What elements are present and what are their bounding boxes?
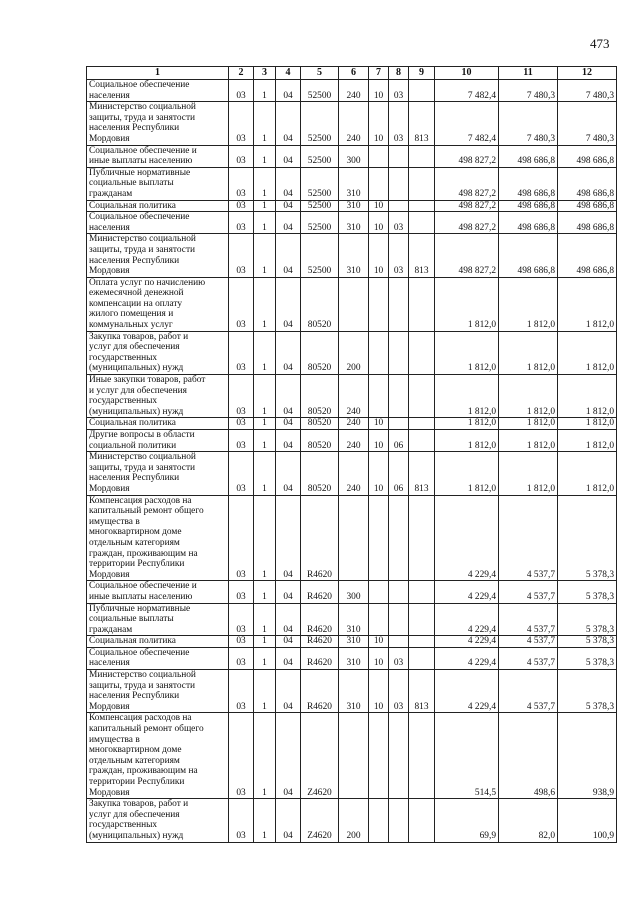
chapter-code: 10 <box>369 430 389 452</box>
section-code: 03 <box>229 713 254 799</box>
amount-year-2: 498 686,8 <box>499 167 558 200</box>
subsection-code <box>389 603 409 636</box>
column-header-6: 6 <box>339 67 369 80</box>
column-header-10: 10 <box>435 67 499 80</box>
amount-year-2: 1 812,0 <box>499 277 558 331</box>
amount-year-1: 498 827,2 <box>435 167 499 200</box>
row-title: Закупка товаров, работ и услуг для обеспечения государственных (муниципальных) нужд <box>87 331 229 374</box>
subprogram-code: 04 <box>276 713 301 799</box>
expense-type-code: 310 <box>339 636 369 648</box>
program-code: 1 <box>254 80 276 102</box>
amount-year-3: 498 686,8 <box>558 212 617 234</box>
subprogram-code: 04 <box>276 167 301 200</box>
row-title: Министерство социальной защиты, труда и занятости населения Республики Мордовия <box>87 102 229 145</box>
subprogram-code: 04 <box>276 212 301 234</box>
program-code: 1 <box>254 200 276 212</box>
row-title: Другие вопросы в области социальной политики <box>87 430 229 452</box>
chapter-code: 10 <box>369 234 389 277</box>
expense-type-code: 240 <box>339 430 369 452</box>
row-title: Социальное обеспечение и иные выплаты населению <box>87 581 229 603</box>
item-code: 52500 <box>301 234 339 277</box>
item-code: 80520 <box>301 277 339 331</box>
table-row <box>87 145 617 167</box>
amount-year-1: 1 812,0 <box>435 331 499 374</box>
table-row <box>87 430 617 452</box>
amount-year-1: 4 229,4 <box>435 603 499 636</box>
subprogram-code: 04 <box>276 375 301 418</box>
row-title: Министерство социальной защиты, труда и занятости населения Республики Мордовия <box>87 670 229 713</box>
item-code: 52500 <box>301 145 339 167</box>
item-code: Z4620 <box>301 799 339 842</box>
section-code: 03 <box>229 581 254 603</box>
subprogram-code: 04 <box>276 603 301 636</box>
row-title: Министерство социальной защиты, труда и занятости населения Республики Мордовия <box>87 234 229 277</box>
column-header-5: 5 <box>301 67 339 80</box>
row-title: Социальное обеспечение населения <box>87 212 229 234</box>
chapter-code <box>369 331 389 374</box>
section-code: 03 <box>229 234 254 277</box>
expense-type-code <box>339 713 369 799</box>
amount-year-3: 5 378,3 <box>558 636 617 648</box>
amount-year-1: 1 812,0 <box>435 277 499 331</box>
subprogram-code: 04 <box>276 636 301 648</box>
amount-year-1: 1 812,0 <box>435 452 499 495</box>
row-title: Социальная политика <box>87 636 229 648</box>
program-code: 1 <box>254 277 276 331</box>
program-code: 1 <box>254 581 276 603</box>
item-code: 52500 <box>301 80 339 102</box>
column-header-4: 4 <box>276 67 301 80</box>
expense-type-code: 310 <box>339 603 369 636</box>
section-code: 03 <box>229 200 254 212</box>
subsection-code <box>389 200 409 212</box>
table-body <box>87 80 617 843</box>
table-row <box>87 418 617 430</box>
section-code: 03 <box>229 331 254 374</box>
ministry-code: 813 <box>409 234 435 277</box>
program-code: 1 <box>254 102 276 145</box>
subprogram-code: 04 <box>276 145 301 167</box>
expense-type-code: 300 <box>339 581 369 603</box>
amount-year-1: 4 229,4 <box>435 495 499 581</box>
item-code: 80520 <box>301 331 339 374</box>
subsection-code: 03 <box>389 647 409 669</box>
amount-year-2: 4 537,7 <box>499 495 558 581</box>
header-row <box>87 67 617 80</box>
table-row <box>87 670 617 713</box>
program-code: 1 <box>254 234 276 277</box>
program-code: 1 <box>254 212 276 234</box>
amount-year-1: 69,9 <box>435 799 499 842</box>
item-code: R4620 <box>301 670 339 713</box>
amount-year-1: 7 482,4 <box>435 102 499 145</box>
chapter-code <box>369 713 389 799</box>
item-code: Z4620 <box>301 713 339 799</box>
row-title: Социальная политика <box>87 418 229 430</box>
item-code: R4620 <box>301 647 339 669</box>
section-code: 03 <box>229 452 254 495</box>
column-header-3: 3 <box>254 67 276 80</box>
subprogram-code: 04 <box>276 102 301 145</box>
item-code: R4620 <box>301 636 339 648</box>
section-code: 03 <box>229 603 254 636</box>
subsection-code <box>389 636 409 648</box>
expense-type-code: 200 <box>339 331 369 374</box>
program-code: 1 <box>254 452 276 495</box>
item-code: 80520 <box>301 430 339 452</box>
amount-year-3: 7 480,3 <box>558 102 617 145</box>
expense-type-code: 300 <box>339 145 369 167</box>
amount-year-3: 5 378,3 <box>558 581 617 603</box>
program-code: 1 <box>254 670 276 713</box>
row-title: Публичные нормативные социальные выплаты гражданам <box>87 603 229 636</box>
table-row <box>87 200 617 212</box>
section-code: 03 <box>229 430 254 452</box>
expense-type-code <box>339 277 369 331</box>
subsection-code <box>389 331 409 374</box>
row-title: Закупка товаров, работ и услуг для обеспечения государственных (муниципальных) нужд <box>87 799 229 842</box>
section-code: 03 <box>229 636 254 648</box>
amount-year-1: 1 812,0 <box>435 375 499 418</box>
item-code: 52500 <box>301 212 339 234</box>
chapter-code <box>369 145 389 167</box>
program-code: 1 <box>254 495 276 581</box>
amount-year-2: 1 812,0 <box>499 452 558 495</box>
row-title: Компенсация расходов на капитальный ремонт общего имущества в многоквартирном доме отдельным категориям граждан, проживающим на территории Республики Мордовия <box>87 713 229 799</box>
row-title: Публичные нормативные социальные выплаты гражданам <box>87 167 229 200</box>
row-title: Министерство социальной защиты, труда и занятости населения Республики Мордовия <box>87 452 229 495</box>
section-code: 03 <box>229 418 254 430</box>
chapter-code: 10 <box>369 80 389 102</box>
subsection-code <box>389 495 409 581</box>
chapter-code: 10 <box>369 418 389 430</box>
chapter-code: 10 <box>369 636 389 648</box>
subsection-code <box>389 145 409 167</box>
chapter-code: 10 <box>369 212 389 234</box>
expense-type-code: 240 <box>339 80 369 102</box>
ministry-code <box>409 200 435 212</box>
program-code: 1 <box>254 331 276 374</box>
amount-year-3: 1 812,0 <box>558 452 617 495</box>
column-header-12: 12 <box>558 67 617 80</box>
subprogram-code: 04 <box>276 200 301 212</box>
table-row <box>87 799 617 842</box>
table-row <box>87 452 617 495</box>
amount-year-2: 1 812,0 <box>499 331 558 374</box>
column-header-9: 9 <box>409 67 435 80</box>
program-code: 1 <box>254 145 276 167</box>
expense-type-code: 240 <box>339 102 369 145</box>
table-row <box>87 80 617 102</box>
amount-year-3: 498 686,8 <box>558 234 617 277</box>
expense-type-code: 240 <box>339 452 369 495</box>
section-code: 03 <box>229 145 254 167</box>
section-code: 03 <box>229 167 254 200</box>
subsection-code: 03 <box>389 212 409 234</box>
expense-type-code: 310 <box>339 167 369 200</box>
subsection-code <box>389 713 409 799</box>
column-header-11: 11 <box>499 67 558 80</box>
ministry-code <box>409 331 435 374</box>
amount-year-3: 7 480,3 <box>558 80 617 102</box>
subprogram-code: 04 <box>276 418 301 430</box>
ministry-code <box>409 647 435 669</box>
subsection-code <box>389 375 409 418</box>
amount-year-1: 498 827,2 <box>435 234 499 277</box>
item-code: R4620 <box>301 603 339 636</box>
item-code: 80520 <box>301 452 339 495</box>
program-code: 1 <box>254 430 276 452</box>
amount-year-2: 498 686,8 <box>499 234 558 277</box>
amount-year-2: 4 537,7 <box>499 603 558 636</box>
amount-year-2: 4 537,7 <box>499 670 558 713</box>
chapter-code <box>369 603 389 636</box>
item-code: 52500 <box>301 102 339 145</box>
chapter-code: 10 <box>369 670 389 713</box>
program-code: 1 <box>254 799 276 842</box>
amount-year-3: 100,9 <box>558 799 617 842</box>
amount-year-1: 7 482,4 <box>435 80 499 102</box>
chapter-code <box>369 277 389 331</box>
amount-year-2: 498,6 <box>499 713 558 799</box>
amount-year-1: 498 827,2 <box>435 145 499 167</box>
amount-year-1: 498 827,2 <box>435 212 499 234</box>
section-code: 03 <box>229 670 254 713</box>
amount-year-2: 498 686,8 <box>499 212 558 234</box>
amount-year-1: 514,5 <box>435 713 499 799</box>
ministry-code: 813 <box>409 670 435 713</box>
subprogram-code: 04 <box>276 430 301 452</box>
program-code: 1 <box>254 418 276 430</box>
ministry-code <box>409 799 435 842</box>
amount-year-2: 82,0 <box>499 799 558 842</box>
ministry-code <box>409 636 435 648</box>
ministry-code <box>409 80 435 102</box>
expense-type-code: 310 <box>339 234 369 277</box>
table-row <box>87 375 617 418</box>
section-code: 03 <box>229 647 254 669</box>
table-row <box>87 277 617 331</box>
amount-year-1: 1 812,0 <box>435 418 499 430</box>
chapter-code <box>369 167 389 200</box>
expense-type-code: 200 <box>339 799 369 842</box>
program-code: 1 <box>254 167 276 200</box>
item-code: R4620 <box>301 495 339 581</box>
ministry-code: 813 <box>409 102 435 145</box>
amount-year-2: 4 537,7 <box>499 581 558 603</box>
amount-year-2: 4 537,7 <box>499 636 558 648</box>
expense-type-code: 240 <box>339 375 369 418</box>
subprogram-code: 04 <box>276 277 301 331</box>
amount-year-2: 7 480,3 <box>499 80 558 102</box>
section-code: 03 <box>229 799 254 842</box>
chapter-code: 10 <box>369 200 389 212</box>
amount-year-3: 938,9 <box>558 713 617 799</box>
subprogram-code: 04 <box>276 799 301 842</box>
amount-year-3: 498 686,8 <box>558 167 617 200</box>
amount-year-1: 4 229,4 <box>435 581 499 603</box>
column-header-8: 8 <box>389 67 409 80</box>
table-row <box>87 331 617 374</box>
table-row <box>87 647 617 669</box>
item-code: R4620 <box>301 581 339 603</box>
chapter-code <box>369 495 389 581</box>
table-row <box>87 234 617 277</box>
subsection-code <box>389 799 409 842</box>
item-code: 80520 <box>301 375 339 418</box>
ministry-code <box>409 145 435 167</box>
subprogram-code: 04 <box>276 495 301 581</box>
subsection-code: 06 <box>389 430 409 452</box>
amount-year-2: 1 812,0 <box>499 430 558 452</box>
amount-year-1: 498 827,2 <box>435 200 499 212</box>
section-code: 03 <box>229 277 254 331</box>
ministry-code <box>409 418 435 430</box>
amount-year-2: 7 480,3 <box>499 102 558 145</box>
amount-year-3: 5 378,3 <box>558 670 617 713</box>
amount-year-3: 498 686,8 <box>558 200 617 212</box>
section-code: 03 <box>229 375 254 418</box>
amount-year-2: 498 686,8 <box>499 200 558 212</box>
ministry-code <box>409 212 435 234</box>
amount-year-1: 1 812,0 <box>435 430 499 452</box>
table-row <box>87 167 617 200</box>
row-title: Социальная политика <box>87 200 229 212</box>
item-code: 52500 <box>301 200 339 212</box>
amount-year-2: 498 686,8 <box>499 145 558 167</box>
section-code: 03 <box>229 212 254 234</box>
amount-year-3: 5 378,3 <box>558 647 617 669</box>
amount-year-3: 5 378,3 <box>558 495 617 581</box>
row-title: Социальное обеспечение населения <box>87 647 229 669</box>
table-row <box>87 581 617 603</box>
chapter-code: 10 <box>369 647 389 669</box>
item-code: 52500 <box>301 167 339 200</box>
row-title: Оплата услуг по начислению ежемесячной денежной компенсации на оплату жилого помещения и коммунальных услуг <box>87 277 229 331</box>
ministry-code <box>409 430 435 452</box>
amount-year-3: 1 812,0 <box>558 277 617 331</box>
expense-type-code: 310 <box>339 200 369 212</box>
subsection-code <box>389 418 409 430</box>
subprogram-code: 04 <box>276 234 301 277</box>
page-number: 473 <box>590 36 610 51</box>
chapter-code <box>369 581 389 603</box>
row-title: Иные закупки товаров, работ и услуг для обеспечения государственных (муниципальных) нужд <box>87 375 229 418</box>
section-code: 03 <box>229 80 254 102</box>
chapter-code <box>369 799 389 842</box>
section-code: 03 <box>229 102 254 145</box>
amount-year-2: 1 812,0 <box>499 418 558 430</box>
amount-year-3: 1 812,0 <box>558 430 617 452</box>
subprogram-code: 04 <box>276 452 301 495</box>
subprogram-code: 04 <box>276 80 301 102</box>
ministry-code <box>409 603 435 636</box>
program-code: 1 <box>254 713 276 799</box>
chapter-code <box>369 375 389 418</box>
ministry-code <box>409 375 435 418</box>
column-header-2: 2 <box>229 67 254 80</box>
chapter-code: 10 <box>369 102 389 145</box>
table-header <box>87 67 617 80</box>
subsection-code: 06 <box>389 452 409 495</box>
amount-year-3: 1 812,0 <box>558 375 617 418</box>
section-code: 03 <box>229 495 254 581</box>
subsection-code: 03 <box>389 80 409 102</box>
table-row <box>87 212 617 234</box>
chapter-code: 10 <box>369 452 389 495</box>
subsection-code: 03 <box>389 234 409 277</box>
amount-year-3: 1 812,0 <box>558 418 617 430</box>
subsection-code <box>389 581 409 603</box>
row-title: Социальное обеспечение и иные выплаты населению <box>87 145 229 167</box>
amount-year-3: 1 812,0 <box>558 331 617 374</box>
ministry-code <box>409 713 435 799</box>
budget-table <box>86 66 617 843</box>
ministry-code: 813 <box>409 452 435 495</box>
subprogram-code: 04 <box>276 647 301 669</box>
table-row <box>87 713 617 799</box>
expense-type-code: 240 <box>339 418 369 430</box>
table-row <box>87 102 617 145</box>
subsection-code: 03 <box>389 670 409 713</box>
amount-year-3: 498 686,8 <box>558 145 617 167</box>
ministry-code <box>409 581 435 603</box>
program-code: 1 <box>254 603 276 636</box>
column-header-1: 1 <box>87 67 229 80</box>
item-code: 80520 <box>301 418 339 430</box>
ministry-code <box>409 495 435 581</box>
program-code: 1 <box>254 636 276 648</box>
row-title: Компенсация расходов на капитальный ремонт общего имущества в многоквартирном доме отдельным категориям граждан, проживающим на территории Республики Мордовия <box>87 495 229 581</box>
amount-year-2: 4 537,7 <box>499 647 558 669</box>
expense-type-code: 310 <box>339 670 369 713</box>
subsection-code: 03 <box>389 102 409 145</box>
amount-year-3: 5 378,3 <box>558 603 617 636</box>
expense-type-code <box>339 495 369 581</box>
column-header-7: 7 <box>369 67 389 80</box>
table-row <box>87 603 617 636</box>
subprogram-code: 04 <box>276 331 301 374</box>
expense-type-code: 310 <box>339 647 369 669</box>
amount-year-1: 4 229,4 <box>435 670 499 713</box>
subsection-code <box>389 167 409 200</box>
expense-type-code: 310 <box>339 212 369 234</box>
subprogram-code: 04 <box>276 581 301 603</box>
amount-year-1: 4 229,4 <box>435 636 499 648</box>
program-code: 1 <box>254 375 276 418</box>
table-row <box>87 495 617 581</box>
program-code: 1 <box>254 647 276 669</box>
subprogram-code: 04 <box>276 670 301 713</box>
ministry-code <box>409 277 435 331</box>
ministry-code <box>409 167 435 200</box>
row-title: Социальное обеспечение населения <box>87 80 229 102</box>
subsection-code <box>389 277 409 331</box>
amount-year-2: 1 812,0 <box>499 375 558 418</box>
amount-year-1: 4 229,4 <box>435 647 499 669</box>
table-row <box>87 636 617 648</box>
